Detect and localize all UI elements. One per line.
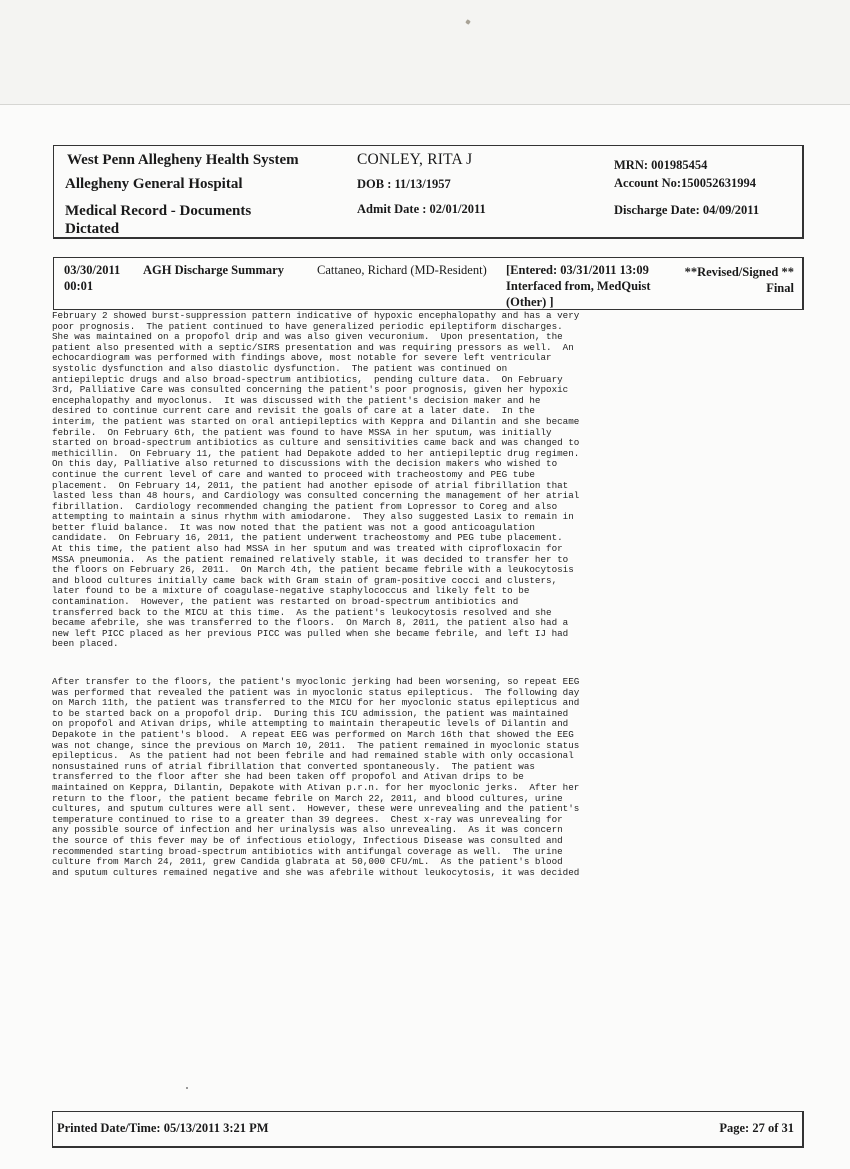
page-number: Page: 27 of 31 <box>719 1121 794 1135</box>
patient-header <box>53 145 804 239</box>
document-date: 03/30/2011 00:01 <box>64 263 121 293</box>
patient-dob: DOB : 11/13/1957 <box>357 177 451 191</box>
document-title: AGH Discharge Summary <box>143 263 284 277</box>
printed-datetime: Printed Date/Time: 05/13/2011 3:21 PM <box>57 1121 269 1135</box>
record-type: Medical Record - Documents <box>65 203 252 219</box>
admit-date: Admit Date : 02/01/2011 <box>357 202 486 216</box>
narrative-paragraph: After transfer to the floors, the patient's myoclonic jerking had been worsening, so repeat EEG was performed that revealed the patient was in myoclonic status epilepticus. The following day on March 11th, the patient was transferred to the MICU for her myoclonic status epilepticus and to be started back on a propofol drip. During this ICU admission, the patient was maintained on propofol and Ativan drips, while attempting to maintain therapeutic levels of Dilantin and Depakote in the patient's blood. A repeat EEG was performed on March 16th that showed the EEG was not change, since the previous on March 10, 2011. The patient remained in myoclonic status epilepticus. As the patient had not been febrile and had remained stable with only occasional nonsustained runs of atrial fibrillation that converted spontaneously. The patient was transferred to the floor after she had been taken off propofol and Ativan drips to be maintained on Keppra, Dilantin, Depakote with Ativan p.r.n. for her myoclonic jerks. After her return to the floor, the patient became febrile on March 22, 2011, and blood cultures, urine cultures, and sputum cultures were all sent. However, these were unrevealing and the patient's temperature continued to rise to a greater than 39 degrees. Chest x-ray was unrevealing for any possible source of infection and her urinalysis was also unrevealing. As it was concern the source of this fever may be of infectious etiology, Infectious Disease was consulted and recommended starting broad-spectrum antibiotics with antifungal coverage as well. The urine culture from March 24, 2011, grew Candida glabrata at 50,000 CFU/mL. As the patient's blood and sputum cultures remained negative and she was afebrile without leukocytosis, it was decided <box>52 676 580 878</box>
patient-name: CONLEY, RITA J <box>357 151 473 168</box>
hospital-name: Allegheny General Hospital <box>65 176 243 192</box>
health-system-name: West Penn Allegheny Health System <box>67 152 299 168</box>
scan-speck <box>186 1087 188 1089</box>
scan-top-margin <box>0 0 850 105</box>
document-header <box>53 257 804 310</box>
document-author: Cattaneo, Richard (MD-Resident) <box>317 263 487 277</box>
record-subtype: Dictated <box>65 221 120 237</box>
discharge-date: Discharge Date: 04/09/2011 <box>614 203 760 217</box>
entered-info: [Entered: 03/31/2011 13:09 Interfaced from, MedQuist (Other) ] <box>506 263 651 309</box>
signature-status: **Revised/Signed ** Final <box>684 265 794 295</box>
account-number: Account No:150052631994 <box>614 176 757 190</box>
print-footer <box>52 1111 804 1148</box>
mrn: MRN: 001985454 <box>614 158 708 172</box>
narrative-paragraph: February 2 showed burst-suppression pattern indicative of hypoxic encephalopathy and has a very poor prognosis. The patient continued to have generalized periodic epileptiform discharges. She was maintained on a propofol drip and was also given vecuronium. Upon presentation, the patient also presented with a septic/SIRS presentation and was requiring pressors as well. An echocardiogram was performed with findings above, most notable for severe left ventricular systolic dysfunction and also diastolic dysfunction. The patient was continued on antiepileptic drugs and also broad-spectrum antibiotics, pending culture data. On February 3rd, Palliative Care was consulted concerning the patient's poor prognosis, given her hypoxic encephalopathy and myoclonus. It was discussed with the patient's decision maker and he desired to continue current care and revisit the goals of care at a later date. In the interim, the patient was started on oral antiepileptics with Keppra and Dilantin and she became febrile. On February 6th, the patient was found to have MSSA in her sputum, was initially started on broad-spectrum antibiotics as culture and sensitivities came back and was changed to methicillin. On February 11, the patient had Depakote added to her antiepileptic drug regimen. On this day, Palliative also returned to discussions with the decision makers who wished to continue the current level of care and wanted to proceed with tracheostomy and PEG tube placement. On February 14, 2011, the patient had another episode of atrial fibrillation that lasted less than 48 hours, and Cardiology was consulted concerning the management of her atrial fibrillation. Cardiology recommended changing the patient from Lopressor to Coreg and also attempting to maintain a sinus rhythm with amiodarone. They also suggested Lasix to remain in better fluid balance. It was now noted that the patient was not a good anticoagulation candidate. On February 16, 2011, the patient underwent tracheostomy and PEG tube placement. At this time, the patient also had MSSA in her sputum and was treated with ciprofloxacin for MSSA pneumonia. As the patient remained relatively stable, it was decided to transfer her to the floors on February 26, 2011. On March 4th, the patient became febrile with a leukocytosis and blood cultures initially came back with Gram stain of gram-positive cocci and clusters, later found to be a mixture of coagulase-negative staphylococcus and likely felt to be contamination. However, the patient was restarted on broad-spectrum antibiotics and transferred back to the MICU at this time. As the patient's leukocytosis resolved and she became afebrile, she was transferred to the floors. On March 8, 2011, the patient also had a new left PICC placed as her previous PICC was pulled when she became febrile, and left IJ had been placed. <box>52 310 580 650</box>
